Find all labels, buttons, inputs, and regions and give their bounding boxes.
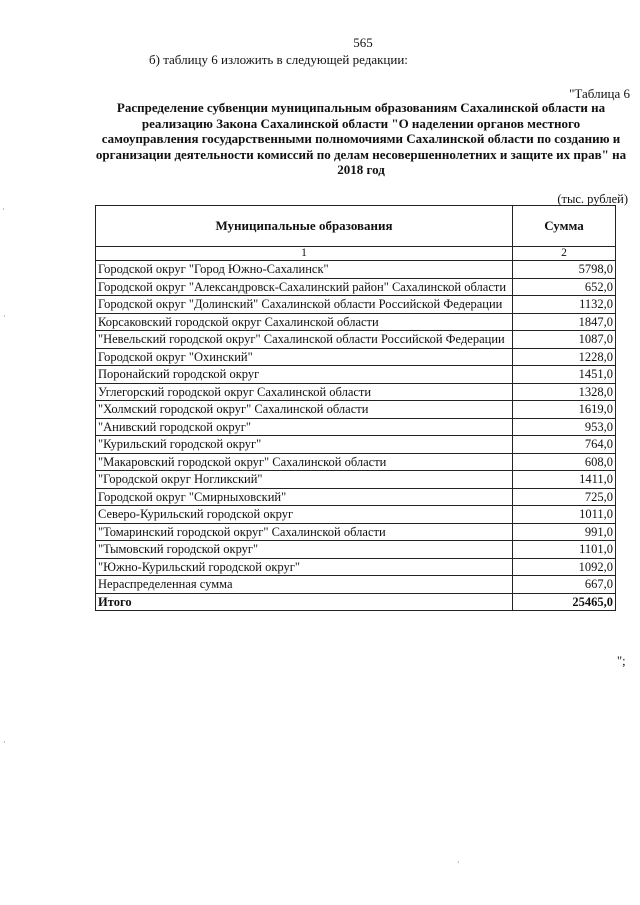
subvention-amount: 1228,0 (513, 348, 616, 366)
subvention-amount: 608,0 (513, 453, 616, 471)
subvention-amount: 1092,0 (513, 558, 616, 576)
table-row (96, 506, 616, 524)
table-row (96, 366, 616, 384)
subvention-amount: 1011,0 (513, 506, 616, 524)
subvention-amount: 1087,0 (513, 331, 616, 349)
subvention-amount: 667,0 (513, 576, 616, 594)
subvention-amount: 1411,0 (513, 471, 616, 489)
table-row (96, 418, 616, 436)
page-number: 565 (353, 35, 373, 50)
units-label: (тыс. рублей) (557, 192, 628, 206)
scan-speck: · (3, 738, 6, 747)
municipality-name: "Тымовский городской округ" (96, 541, 513, 559)
table-row (96, 523, 616, 541)
municipality-name: "Невельский городской округ" Сахалинской области Российской Федерации (96, 331, 513, 349)
column-number-1: 1 (96, 247, 513, 261)
scan-speck: · (457, 858, 460, 867)
table-row (96, 453, 616, 471)
subvention-amount: 764,0 (513, 436, 616, 454)
table-body (96, 206, 616, 611)
table-row (96, 331, 616, 349)
table-row (96, 261, 616, 279)
subvention-amount: 5798,0 (513, 261, 616, 279)
municipality-name: Северо-Курильский городской округ (96, 506, 513, 524)
table-row (96, 348, 616, 366)
subvention-amount: 1132,0 (513, 296, 616, 314)
closing-mark: "; (617, 654, 626, 668)
total-amount: 25465,0 (513, 593, 616, 611)
municipality-name: Городской округ "Город Южно-Сахалинск" (96, 261, 513, 279)
header-sum: Сумма (513, 206, 616, 247)
table-row (96, 278, 616, 296)
column-number-2: 2 (513, 247, 616, 261)
municipality-name: Нераспределенная сумма (96, 576, 513, 594)
table-header-row (96, 206, 616, 247)
subvention-amount: 1619,0 (513, 401, 616, 419)
table-row (96, 383, 616, 401)
municipality-name: "Томаринский городской округ" Сахалинской области (96, 523, 513, 541)
subvention-amount: 1328,0 (513, 383, 616, 401)
municipality-name: "Анивский городской округ" (96, 418, 513, 436)
municipality-name: Городской округ "Смирныховский" (96, 488, 513, 506)
subvention-amount: 725,0 (513, 488, 616, 506)
scan-speck: · (2, 205, 5, 214)
document-title: Распределение субвенции муниципальным образованиям Сахалинской области на реализацию Закона Сахалинской области "О наделении органов местного самоуправления государственными полномочиями Сахалинской области по созданию и организации деятельности комиссий по делам несовершеннолетних и защите их прав" на 2018 год (95, 100, 627, 178)
municipality-name: "Курильский городской округ" (96, 436, 513, 454)
municipality-name: "Холмский городской округ" Сахалинской области (96, 401, 513, 419)
table-row (96, 558, 616, 576)
intro-line: б) таблицу 6 изложить в следующей редакции: (149, 52, 408, 67)
total-label: Итого (96, 593, 513, 611)
subvention-table (95, 205, 616, 611)
table-row (96, 471, 616, 489)
table-row (96, 541, 616, 559)
municipality-name: Корсаковский городской округ Сахалинской области (96, 313, 513, 331)
column-number-row (96, 247, 616, 261)
municipality-name: "Городской округ Ногликский" (96, 471, 513, 489)
municipality-name: Поронайский городской округ (96, 366, 513, 384)
table-row (96, 436, 616, 454)
subvention-amount: 1847,0 (513, 313, 616, 331)
subvention-amount: 652,0 (513, 278, 616, 296)
municipality-name: Городской округ "Долинский" Сахалинской области Российской Федерации (96, 296, 513, 314)
subvention-amount: 953,0 (513, 418, 616, 436)
subvention-amount: 1101,0 (513, 541, 616, 559)
municipality-name: Городской округ "Охинский" (96, 348, 513, 366)
table-row (96, 313, 616, 331)
table-row (96, 576, 616, 594)
table-row (96, 401, 616, 419)
table-row (96, 488, 616, 506)
subvention-amount: 1451,0 (513, 366, 616, 384)
municipality-name: "Макаровский городской округ" Сахалинской области (96, 453, 513, 471)
municipality-name: Углегорский городской округ Сахалинской области (96, 383, 513, 401)
table-row (96, 296, 616, 314)
header-name: Муниципальные образования (96, 206, 513, 247)
total-row (96, 593, 616, 611)
municipality-name: "Южно-Курильский городской округ" (96, 558, 513, 576)
municipality-name: Городской округ "Александровск-Сахалинский район" Сахалинской области (96, 278, 513, 296)
subvention-amount: 991,0 (513, 523, 616, 541)
table-label: "Таблица 6 (569, 86, 630, 101)
scan-speck: · (3, 312, 6, 321)
